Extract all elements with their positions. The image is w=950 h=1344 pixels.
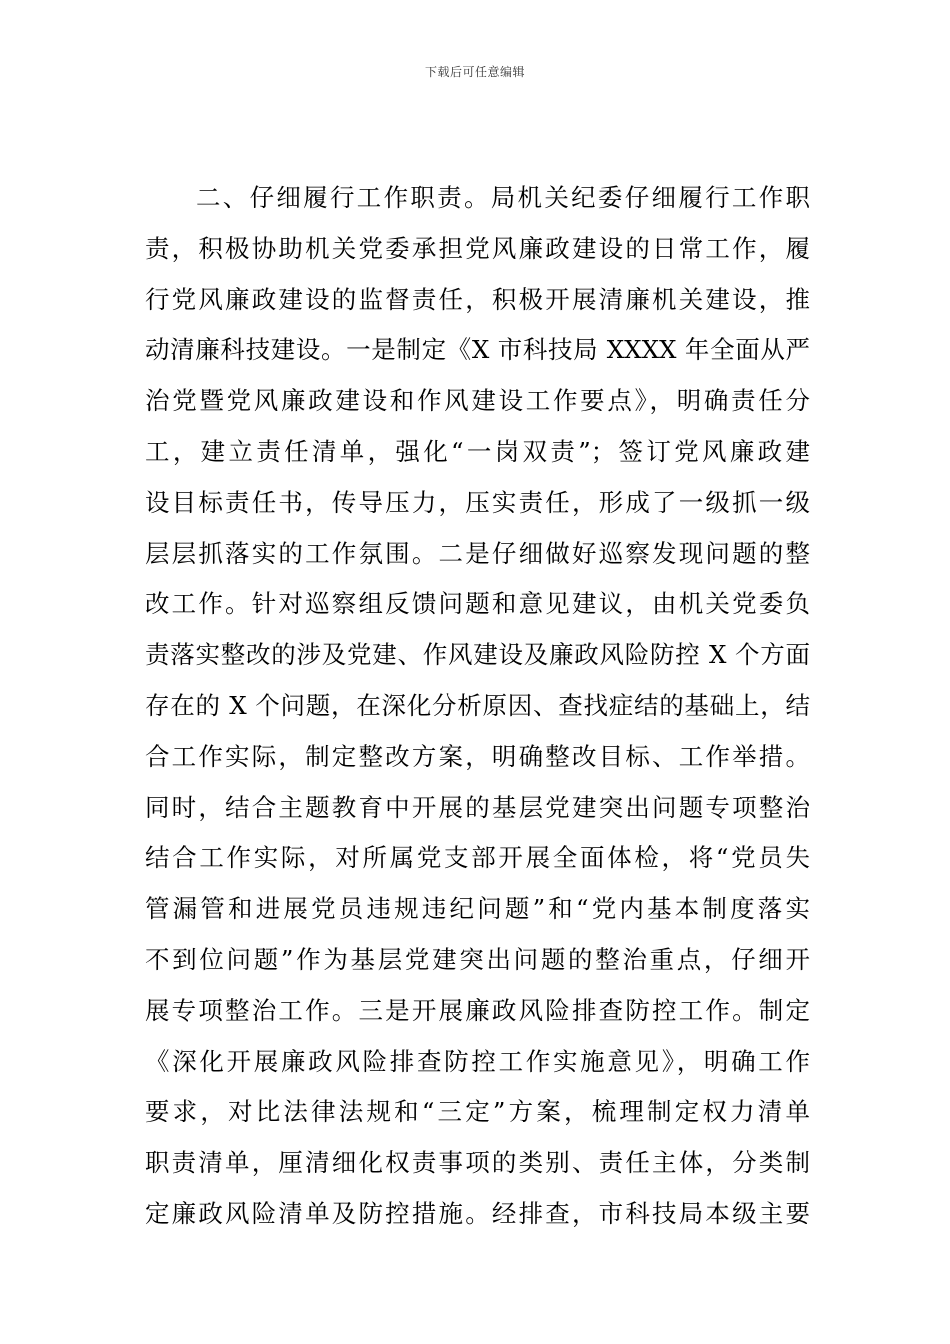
text-line: 动清廉科技建设。一是制定《X 市科技局 XXXX 年全面从严 (145, 335, 810, 365)
text-line: 工，建立责任清单，强化“一岗双责”；签订党风廉政建 (145, 436, 810, 466)
text-line: 二、仔细履行工作职责。局机关纪委仔细履行工作职 (196, 183, 810, 212)
text-line: 合工作实际，制定整改方案，明确整改目标、工作举措。 (145, 741, 810, 771)
text-line: 层层抓落实的工作氛围。二是仔细做好巡察发现问题的整 (145, 538, 810, 568)
body-paragraph (145, 178, 810, 1245)
text-line: 改工作。针对巡察组反馈问题和意见建议，由机关党委负 (145, 589, 810, 619)
page-header: 下载后可任意编辑 (424, 65, 525, 79)
text-line: 不到位问题”作为基层党建突出问题的整治重点，仔细开 (145, 944, 810, 974)
text-line: 结合工作实际，对所属党支部开展全面体检，将“党员失 (145, 843, 810, 873)
text-line: 设目标责任书，传导压力，压实责任，形成了一级抓一级 (145, 487, 810, 517)
text-line: 存在的 X 个问题，在深化分析原因、查找症结的基础上，结 (145, 690, 810, 720)
text-line: 展专项整治工作。三是开展廉政风险排查防控工作。制定 (145, 995, 810, 1025)
text-line: 行党风廉政建设的监督责任，积极开展清廉机关建设，推 (145, 284, 810, 314)
text-line: 同时，结合主题教育中开展的基层党建突出问题专项整治 (145, 792, 810, 822)
text-line: 责落实整改的涉及党建、作风建设及廉政风险防控 X 个方面 (145, 640, 810, 670)
text-line: 定廉政风险清单及防控措施。经排查，市科技局本级主要 (145, 1198, 810, 1228)
text-line: 责，积极协助机关党委承担党风廉政建设的日常工作，履 (145, 233, 810, 263)
text-line: 《深化开展廉政风险排查防控工作实施意见》，明确工作 (145, 1046, 810, 1076)
text-line: 职责清单，厘清细化权责事项的类别、责任主体，分类制 (145, 1148, 810, 1178)
text-line: 管漏管和进展党员违规违纪问题”和“党内基本制度落实 (145, 894, 810, 924)
text-line: 要求，对比法律法规和“三定”方案，梳理制定权力清单 (145, 1097, 810, 1127)
text-line: 治党暨党风廉政建设和作风建设工作要点》，明确责任分 (145, 386, 810, 416)
